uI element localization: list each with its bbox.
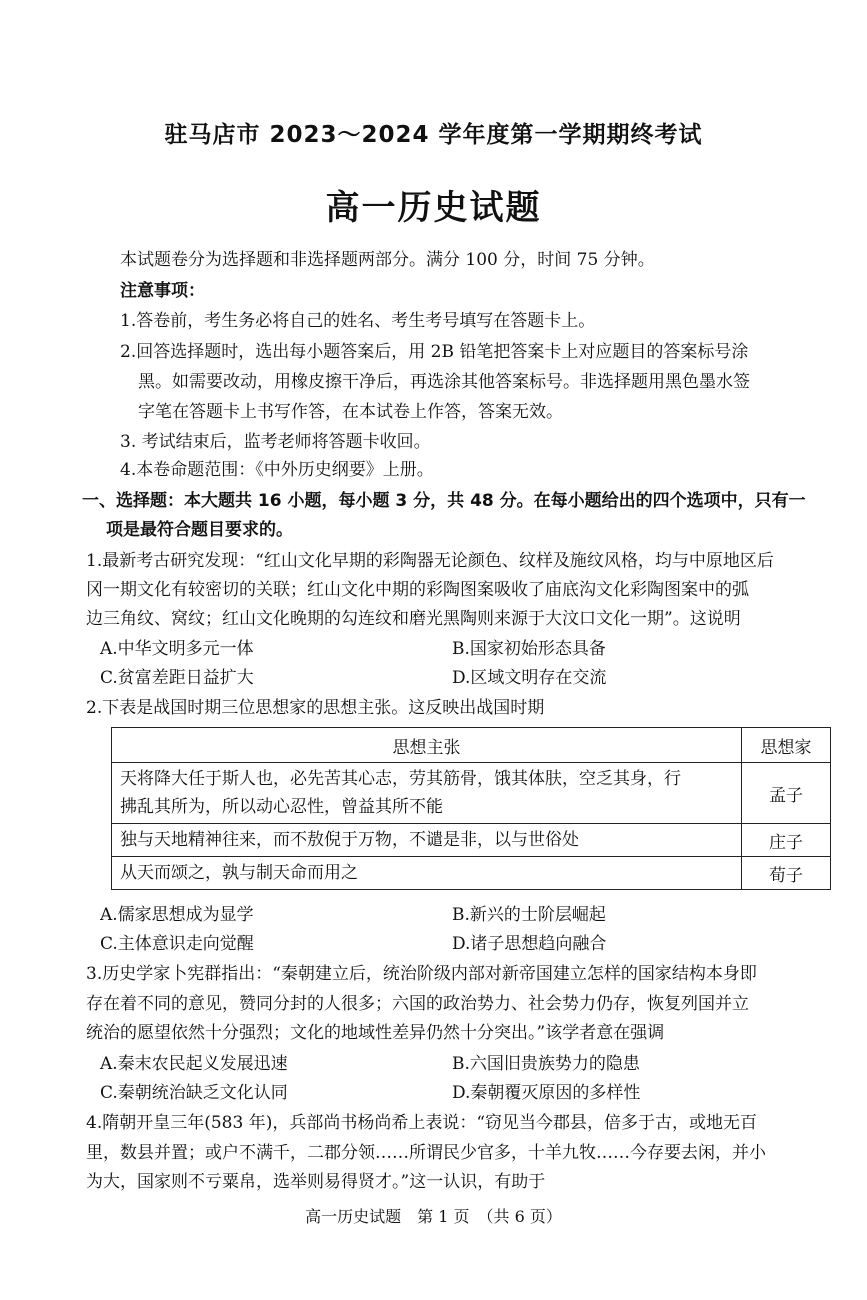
- note-line: 3. 考试结束后，监考老师将答题卡收回。: [120, 432, 431, 452]
- exam-header: 驻马店市 2023～2024 学年度第一学期期终考试: [164, 122, 703, 148]
- table-header-cell: 思想家: [742, 728, 831, 763]
- q3-stem: 3.历史学家卜宪群指出：“秦朝建立后，统治阶级内部对新帝国建立怎样的国家结构本身即: [86, 964, 757, 984]
- section-heading: 一、选择题：本大题共 16 小题，每小题 3 分，共 48 分。在每小题给出的四个选项中，只有一: [82, 491, 806, 511]
- q2-option-c: C.主体意识走向觉醒: [100, 934, 254, 954]
- q3-stem: 统治的愿望依然十分强烈；文化的地域性差异仍然十分突出。”该学者意在强调: [86, 1023, 665, 1043]
- q1-option-a: A.中华文明多元一体: [100, 639, 254, 659]
- q2-stem: 2.下表是战国时期三位思想家的思想主张。这反映出战国时期: [86, 698, 545, 718]
- q2-table: [111, 727, 831, 890]
- note-line: 2.回答选择题时，选出每小题答案后，用 2B 铅笔把答案卡上对应题目的答案标号涂: [120, 342, 749, 362]
- q4-stem: 为大，国家则不亏粟帛，选举则易得贤才。”这一认识，有助于: [86, 1172, 546, 1192]
- q3-option-b: B.六国旧贵族势力的隐患: [452, 1054, 640, 1074]
- exam-title: 高一历史试题: [325, 188, 542, 228]
- table-cell-name: 庄子: [742, 824, 831, 857]
- table-cell-name: 孟子: [742, 763, 831, 824]
- notes-title: 注意事项：: [120, 281, 205, 301]
- note-line: 黑。如需要改动，用橡皮擦干净后，再选涂其他答案标号。非选择题用黑色墨水签: [138, 372, 750, 392]
- table-header-row: [112, 728, 831, 763]
- q3-option-c: C.秦朝统治缺乏文化认同: [100, 1083, 288, 1103]
- q2-option-d: D.诸子思想趋向融合: [452, 934, 607, 954]
- q1-stem: 冈一期文化有较密切的关联；红山文化中期的彩陶图案吸收了庙底沟文化彩陶图案中的弧: [86, 580, 749, 600]
- q4-stem: 4.隋朝开皇三年(583 年)，兵部尚书杨尚希上表说：“窃见当今郡县，倍多于古，或地无百: [86, 1113, 758, 1133]
- q1-stem: 边三角纹、窝纹；红山文化晚期的勾连纹和磨光黑陶则来源于大汶口文化一期”。这说明: [86, 609, 741, 629]
- table-row: [112, 857, 831, 890]
- q3-option-a: A.秦末农民起义发展迅速: [100, 1054, 288, 1074]
- q1-option-c: C.贫富差距日益扩大: [100, 668, 254, 688]
- table-row: [112, 763, 831, 824]
- q1-option-b: B.国家初始形态具备: [452, 639, 606, 659]
- q3-option-d: D.秦朝覆灭原因的多样性: [452, 1083, 641, 1103]
- idea-text: 拂乱其所为，所以动心忍性，曾益其所不能: [120, 797, 443, 817]
- table-cell-idea: 独与天地精神往来，而不敖倪于万物，不谴是非，以与世俗处: [112, 824, 742, 857]
- q4-stem: 里，数县并置；或户不满千，二郡分领……所谓民少官多，十羊九牧……今存要去闲，并小: [86, 1143, 766, 1163]
- table-row: [112, 824, 831, 857]
- table-header-cell: 思想主张: [112, 728, 742, 763]
- q1-stem: 1.最新考古研究发现：“红山文化早期的彩陶器无论颜色、纹样及施纹风格，均与中原地区后: [86, 551, 774, 571]
- table-cell-name: 荀子: [742, 857, 831, 890]
- q2-option-a: A.儒家思想成为显学: [100, 905, 254, 925]
- note-line: 4.本卷命题范围：《中外历史纲要》上册。: [120, 460, 434, 480]
- section-heading-cont: 项是最符合题目要求的。: [106, 520, 293, 540]
- table-cell-idea: [112, 763, 742, 824]
- page-footer: 高一历史试题 第 1 页 （共 6 页）: [305, 1207, 562, 1226]
- table-cell-idea: 从天而颂之，孰与制天命而用之: [112, 857, 742, 890]
- note-line: 字笔在答题卡上书写作答，在本试卷上作答，答案无效。: [138, 402, 563, 422]
- q3-stem: 存在着不同的意见，赞同分封的人很多；六国的政治势力、社会势力仍存，恢复列国并立: [86, 994, 749, 1014]
- q2-option-b: B.新兴的士阶层崛起: [452, 905, 606, 925]
- idea-text: 天将降大任于斯人也，必先苦其心志，劳其筋骨，饿其体肤，空乏其身，行: [120, 769, 681, 789]
- q1-option-d: D.区域文明存在交流: [452, 668, 607, 688]
- note-line: 1.答卷前，考生务必将自己的姓名、考生考号填写在答题卡上。: [120, 311, 596, 331]
- exam-intro: 本试题卷分为选择题和非选择题两部分。满分 100 分，时间 75 分钟。: [120, 250, 655, 270]
